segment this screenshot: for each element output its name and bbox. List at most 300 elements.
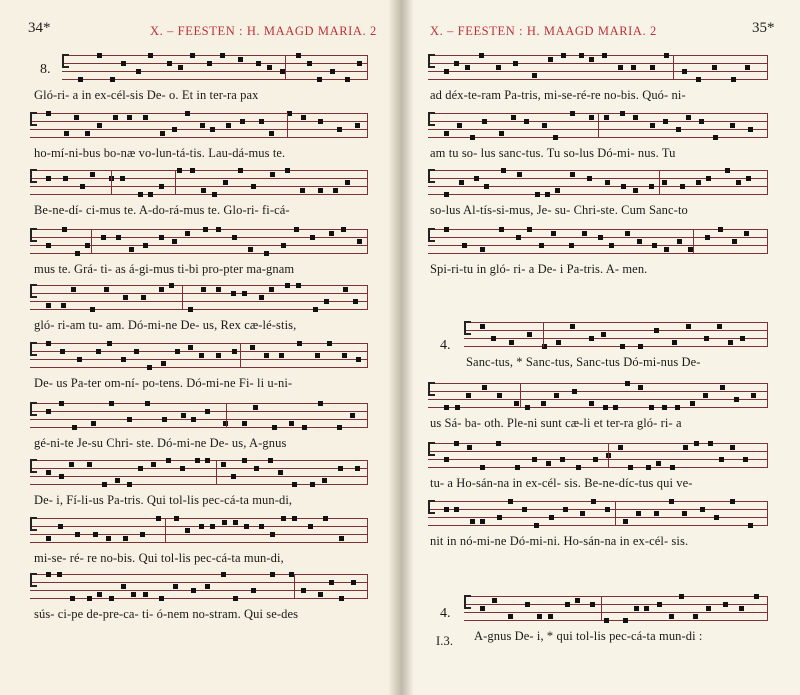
neume-note <box>301 115 306 120</box>
neume-note <box>69 462 74 467</box>
neume-note <box>127 482 132 487</box>
bar-line <box>520 383 521 408</box>
neume-note <box>256 61 261 66</box>
neume-note <box>444 227 449 232</box>
neume-note <box>251 588 256 593</box>
neume-note <box>109 596 114 601</box>
neume-note <box>444 457 449 462</box>
neume-note <box>107 341 112 346</box>
chant-lyric-line: so-lus Al-tís-si-mus, Je- su- Chri-ste. Cum Sanc-to <box>430 203 688 217</box>
staff-line <box>428 178 768 179</box>
neume-note <box>713 135 718 140</box>
neume-note <box>300 188 305 193</box>
neume-note <box>318 592 323 597</box>
neume-note <box>690 401 695 406</box>
neume-note <box>625 381 630 386</box>
chant-lyric-line: mus te. Grá- ti- as á-gi-mus ti-bi pro-pter ma-gnam <box>34 262 295 276</box>
neume-note <box>199 353 204 358</box>
neume-note <box>591 499 596 504</box>
neume-note <box>590 602 595 607</box>
neume-note <box>97 123 102 128</box>
chant-lyric-line: Gló-ri- a in ex-cél-sis De- o. Et in ter-ra pax <box>34 88 259 102</box>
neume-note <box>731 77 736 82</box>
neume-note <box>308 524 313 529</box>
neume-note <box>466 393 471 398</box>
chant-lyric-line: tu- a Ho-sán-na in ex-cél- sis. Be-ne-díc-tus qui ve- <box>430 476 693 490</box>
neume-note <box>160 131 165 136</box>
staff-line <box>464 612 768 613</box>
neume-note <box>207 61 212 66</box>
neume-note <box>628 465 633 470</box>
neume-note <box>669 499 674 504</box>
chant-lyric-line: Be-ne-dí- ci-mus te. A-do-rá-mus te. Glo-ri- fi-cá- <box>34 203 290 217</box>
c-clef-icon <box>30 342 37 356</box>
neume-note <box>462 243 467 248</box>
neume-note <box>357 239 362 244</box>
neume-note <box>717 324 722 329</box>
neume-note <box>248 247 253 252</box>
neume-note <box>638 344 643 349</box>
neume-note <box>201 287 206 292</box>
staff-line <box>30 194 368 195</box>
neume-note <box>143 592 148 597</box>
neume-note <box>185 528 190 533</box>
neume-note <box>264 251 269 256</box>
neume-note <box>175 349 180 354</box>
neume-note <box>444 507 449 512</box>
neume-note <box>216 227 221 232</box>
neume-note <box>226 123 231 128</box>
music-staff <box>30 170 368 202</box>
bar-line <box>175 170 176 195</box>
neume-note <box>251 184 256 189</box>
chant-lyric-line: ho-mí-ni-bus bo-næ vo-lun-tá-tis. Lau-dá-mus te. <box>34 146 286 160</box>
c-clef-icon <box>30 459 37 473</box>
neume-note <box>620 344 625 349</box>
neume-note <box>62 227 67 232</box>
neume-note <box>281 516 286 521</box>
c-clef-icon <box>30 112 37 126</box>
neume-note <box>269 287 274 292</box>
neume-note <box>484 184 489 189</box>
neume-note <box>268 458 273 463</box>
neume-note <box>231 474 236 479</box>
neume-note <box>270 572 275 577</box>
staff-line <box>30 468 368 469</box>
neume-note <box>110 77 115 82</box>
staff-line <box>30 113 368 114</box>
neume-note <box>654 328 659 333</box>
neume-note <box>496 65 501 70</box>
neume-note <box>745 65 750 70</box>
neume-note <box>80 184 85 189</box>
staff-line <box>30 427 368 428</box>
bar-line <box>598 113 599 138</box>
neume-note <box>302 425 307 430</box>
neume-note <box>580 511 585 516</box>
staff-end-line <box>767 113 768 138</box>
neume-note <box>565 602 570 607</box>
music-staff <box>30 574 368 606</box>
staff-end-line <box>767 501 768 526</box>
staff-line <box>30 229 368 230</box>
staff-end-line <box>367 285 368 310</box>
neume-note <box>455 405 460 410</box>
neume-note <box>561 53 566 58</box>
neume-note <box>514 401 519 406</box>
neume-note <box>582 231 587 236</box>
neume-note <box>178 65 183 70</box>
neume-note <box>59 474 64 479</box>
neume-note <box>546 461 551 466</box>
neume-note <box>548 57 553 62</box>
neume-note <box>264 353 269 358</box>
staff-line <box>30 411 368 412</box>
neume-note <box>77 357 82 362</box>
neume-note <box>723 602 728 607</box>
neume-note <box>454 441 459 446</box>
music-staff <box>62 55 368 87</box>
neume-note <box>541 401 546 406</box>
c-clef-icon <box>30 228 37 242</box>
chant-lyric-line: mi-se- ré- re no-bis. Qui tol-lis pec-cá-ta mun-di, <box>34 551 284 565</box>
chant-lyric-line: sús- ci-pe de-pre-ca- ti- ó-nem no-stram. Qui se-des <box>34 607 299 621</box>
neume-note <box>281 243 286 248</box>
neume-note <box>508 614 513 619</box>
neume-note <box>459 180 464 185</box>
neume-note <box>625 231 630 236</box>
c-clef-icon <box>30 284 37 298</box>
neume-note <box>693 614 698 619</box>
neume-note <box>289 421 294 426</box>
neume-note <box>553 135 558 140</box>
neume-note <box>127 417 132 422</box>
agnus-mode-number: 4. <box>440 606 451 621</box>
neume-note <box>104 287 109 292</box>
neume-note <box>313 307 318 312</box>
neume-note <box>732 239 737 244</box>
neume-note <box>323 516 328 521</box>
neume-note <box>259 295 264 300</box>
neume-note <box>589 401 594 406</box>
staff-end-line <box>767 596 768 621</box>
neume-note <box>310 235 315 240</box>
neume-note <box>180 466 185 471</box>
music-staff <box>464 596 768 628</box>
staff-line <box>30 237 368 238</box>
neume-note <box>672 340 677 345</box>
staff-line <box>464 620 768 621</box>
neume-note <box>589 115 594 120</box>
neume-note <box>148 192 153 197</box>
neume-note <box>589 336 594 341</box>
neume-note <box>167 61 172 66</box>
neume-note <box>621 184 626 189</box>
staff-line <box>62 63 368 64</box>
neume-note <box>71 287 76 292</box>
neume-note <box>337 127 342 132</box>
staff-line <box>30 178 368 179</box>
staff-line <box>464 596 768 597</box>
neume-note <box>730 445 735 450</box>
neume-note <box>329 580 334 585</box>
neume-note <box>708 441 713 446</box>
neume-note <box>700 507 705 512</box>
staff-end-line <box>367 403 368 428</box>
neume-note <box>220 53 225 58</box>
neume-note <box>70 596 75 601</box>
neume-note <box>524 119 529 124</box>
neume-note <box>140 532 145 537</box>
neume-note <box>143 115 148 120</box>
book-gutter <box>388 0 414 695</box>
neume-note <box>482 385 487 390</box>
neume-note <box>46 303 51 308</box>
neume-note <box>598 235 603 240</box>
neume-note <box>470 135 475 140</box>
neume-note <box>515 465 520 470</box>
neume-note <box>116 235 121 240</box>
neume-note <box>748 127 753 132</box>
staff-line <box>30 170 368 171</box>
c-clef-icon <box>428 382 435 396</box>
neume-note <box>532 73 537 78</box>
neume-note <box>636 511 641 516</box>
neume-note <box>113 115 118 120</box>
neume-note <box>210 524 215 529</box>
neume-note <box>637 239 642 244</box>
neume-note <box>121 61 126 66</box>
c-clef-icon <box>30 517 37 531</box>
neume-note <box>294 227 299 232</box>
staff-end-line <box>367 113 368 138</box>
neume-note <box>330 69 335 74</box>
neume-note <box>259 524 264 529</box>
neume-note <box>601 332 606 337</box>
neume-note <box>534 523 539 528</box>
neume-note <box>199 524 204 529</box>
bar-line <box>615 501 616 526</box>
neume-note <box>501 168 506 173</box>
neume-note <box>549 515 554 520</box>
neume-note <box>480 324 485 329</box>
neume-note <box>664 247 669 252</box>
chant-lyric-line: us Sá- ba- oth. Ple-ni sunt cæ-li et ter-ra gló- ri- a <box>430 416 682 430</box>
neume-note <box>233 520 238 525</box>
chant-lyric-line: nit in nó-mi-ne Dó-mi-ni. Ho-sán-na in ex-cél- sis. <box>430 534 689 548</box>
neume-note <box>96 349 101 354</box>
neume-note <box>516 235 521 240</box>
neume-note <box>121 357 126 362</box>
bar-line <box>601 596 602 621</box>
bar-line <box>285 55 286 80</box>
staff-end-line <box>767 443 768 468</box>
c-clef-icon <box>464 595 471 609</box>
neume-note <box>232 349 237 354</box>
neume-note <box>318 401 323 406</box>
staff-line <box>30 590 368 591</box>
neume-note <box>278 470 283 475</box>
neume-note <box>162 417 167 422</box>
neume-note <box>232 235 237 240</box>
neume-note <box>310 482 315 487</box>
staff-end-line <box>367 518 368 543</box>
bar-line <box>240 343 241 368</box>
neume-note <box>242 458 247 463</box>
neume-note <box>350 413 355 418</box>
neume-note <box>682 511 687 516</box>
music-staff <box>428 501 768 533</box>
staff-line <box>30 542 368 543</box>
neume-note <box>654 511 659 516</box>
neume-note <box>129 247 134 252</box>
neume-note <box>497 515 502 520</box>
neume-note <box>345 180 350 185</box>
music-staff <box>428 383 768 415</box>
neume-note <box>542 123 547 128</box>
neume-note <box>205 409 210 414</box>
neume-note <box>296 53 301 58</box>
music-staff <box>30 518 368 550</box>
neume-note <box>173 584 178 589</box>
neume-note <box>329 231 334 236</box>
neume-note <box>270 532 275 537</box>
chant-lyric-line: gló- ri-am tu- am. Dó-mi-ne De- us, Rex cæ-lé-stis, <box>34 318 297 332</box>
neume-note <box>240 119 245 124</box>
neume-note <box>109 401 114 406</box>
neume-note <box>63 176 68 181</box>
neume-note <box>134 349 139 354</box>
neume-note <box>751 393 756 398</box>
neume-note <box>670 465 675 470</box>
neume-note <box>341 227 346 232</box>
neume-note <box>58 524 63 529</box>
neume-note <box>259 119 264 124</box>
neume-note <box>525 405 530 410</box>
staff-line <box>30 419 368 420</box>
c-clef-icon <box>62 54 69 68</box>
c-clef-icon <box>30 573 37 587</box>
neume-note <box>254 466 259 471</box>
neume-note <box>351 580 356 585</box>
neume-note <box>480 465 485 470</box>
neume-note <box>696 180 701 185</box>
neume-note <box>159 235 164 240</box>
neume-note <box>106 536 111 541</box>
neume-note <box>663 119 668 124</box>
music-staff <box>428 170 768 202</box>
left-page-number: 34* <box>28 20 51 36</box>
neume-note <box>101 235 106 240</box>
neume-note <box>131 592 136 597</box>
neume-note <box>686 324 691 329</box>
neume-note <box>238 57 243 62</box>
neume-note <box>744 231 749 236</box>
neume-note <box>748 523 753 528</box>
neume-note <box>743 457 748 462</box>
neume-note <box>467 445 472 450</box>
neume-note <box>212 192 217 197</box>
neume-note <box>223 180 228 185</box>
music-staff <box>30 285 368 317</box>
neume-note <box>181 413 186 418</box>
right-running-header: X. – FEESTEN : H. MAAGD MARIA. 2 <box>430 24 657 38</box>
neume-note <box>650 65 655 70</box>
music-staff <box>428 113 768 145</box>
neume-note <box>457 123 462 128</box>
neume-note <box>662 405 667 410</box>
neume-note <box>703 393 708 398</box>
neume-note <box>712 65 717 70</box>
neume-note <box>172 127 177 132</box>
chant-lyric-line: De- us Pa-ter om-ní- po-tens. Dó-mi-ne Fi- li u-ni- <box>34 376 293 390</box>
neume-note <box>123 536 128 541</box>
staff-line <box>464 346 768 347</box>
neume-note <box>609 243 614 248</box>
left-running-header: X. – FEESTEN : H. MAAGD MARIA. 2 <box>150 24 377 38</box>
neume-note <box>560 457 565 462</box>
music-staff <box>30 460 368 492</box>
agnus-verse-number: I.3. <box>436 634 454 648</box>
staff-line <box>428 245 768 246</box>
neume-note <box>191 417 196 422</box>
neume-note <box>233 596 238 601</box>
neume-note <box>555 188 560 193</box>
neume-note <box>97 53 102 58</box>
neume-note <box>185 111 190 116</box>
neume-note <box>706 176 711 181</box>
neume-note <box>696 77 701 82</box>
neume-note <box>746 176 751 181</box>
staff-line <box>62 55 368 56</box>
neume-note <box>138 466 143 471</box>
neume-note <box>725 168 730 173</box>
staff-line <box>428 229 768 230</box>
neume-note <box>147 365 152 370</box>
neume-note <box>356 357 361 362</box>
c-clef-icon <box>428 169 435 183</box>
neume-note <box>90 172 95 177</box>
staff-line <box>30 245 368 246</box>
neume-note <box>676 127 681 132</box>
chant-lyric-line: Sanc-tus, * Sanc-tus, Sanc-tus Dó-mi-nus De- <box>466 355 701 369</box>
neume-note <box>444 69 449 74</box>
staff-line <box>428 391 768 392</box>
bar-line <box>111 170 112 195</box>
chant-lyric-line: De- i, Fí-li-us Pa-tris. Qui tol-lis pec-cá-ta mun-di, <box>34 493 293 507</box>
neume-note <box>482 119 487 124</box>
neume-note <box>159 184 164 189</box>
neume-note <box>527 332 532 337</box>
bar-line <box>287 113 288 138</box>
neume-note <box>728 340 733 345</box>
staff-line <box>464 338 768 339</box>
neume-note <box>203 227 208 232</box>
neume-note <box>618 65 623 70</box>
neume-note <box>613 405 618 410</box>
staff-line <box>30 484 368 485</box>
staff-line <box>30 574 368 575</box>
neume-note <box>527 227 532 232</box>
neume-note <box>649 184 654 189</box>
neume-note <box>604 618 609 623</box>
neume-note <box>634 606 639 611</box>
neume-note <box>682 69 687 74</box>
neume-note <box>307 61 312 66</box>
neume-note <box>734 397 739 402</box>
neume-note <box>638 385 643 390</box>
staff-line <box>30 598 368 599</box>
